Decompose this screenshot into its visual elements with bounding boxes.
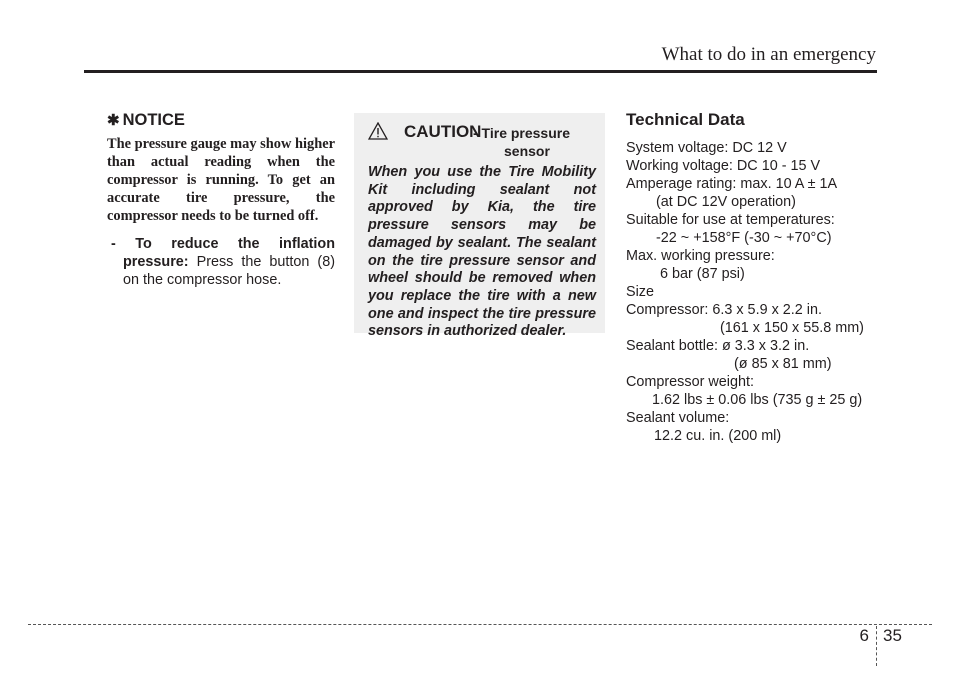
spec-line: 6 bar (87 psi) [660, 266, 745, 282]
notice-heading [107, 110, 335, 131]
header-title: What to do in an emergency [661, 44, 876, 65]
spec-line: Compressor weight: [626, 374, 754, 390]
spec-line: Amperage rating: max. 10 A ± 1A [626, 176, 838, 192]
notice-title: NOTICE [122, 111, 185, 129]
notice-body: The pressure gauge may show higher than actual reading when the compressor is running. To get an accurate tire pressure, the compressor needs to be turned off. [107, 136, 335, 224]
spec-line: (ø 85 x 81 mm) [734, 356, 832, 372]
notice-star-icon: ✱ [107, 112, 120, 129]
page-number-divider [876, 626, 877, 666]
spec-line: Working voltage: DC 10 - 15 V [626, 158, 821, 174]
caution-subtitle-line1: - Tire pressure [473, 125, 571, 141]
chapter-number: 6 [859, 626, 869, 645]
footer-rule [28, 624, 932, 625]
spec-line: 12.2 cu. in. (200 ml) [654, 428, 782, 444]
warning-triangle-icon [368, 122, 388, 140]
spec-line: Sealant bottle: ø 3.3 x 3.2 in. [626, 338, 810, 354]
caution-subtitle-line2: sensor [504, 143, 550, 159]
spec-line: Max. working pressure: [626, 248, 775, 264]
caution-text: When you use the Tire Mobility Kit including sealant not approved by Kia, the tire pressure sensors may be damaged by sealant. The sealant on the tire pressure sensor and wheel should be removed when you replace the tire with a new one and inspect the tire pressure sensors in authorized dealer. [368, 164, 596, 340]
spec-line: (at DC 12V operation) [656, 194, 796, 210]
spec-line: -22 ~ +158°F (-30 ~ +70°C) [656, 230, 832, 246]
caution-label: CAUTION [404, 122, 482, 141]
spec-line: Suitable for use at temperatures: [626, 212, 835, 228]
spec-line: Size [626, 284, 654, 300]
spec-line: (161 x 150 x 55.8 mm) [720, 320, 864, 336]
page-number: 35 [883, 626, 902, 645]
bullet-label: - To reduce the inflation pressure: [111, 236, 335, 270]
spec-line: Sealant volume: [626, 410, 730, 426]
technical-data-section [626, 110, 886, 445]
caution-box [354, 113, 605, 340]
notice-section [107, 110, 335, 289]
spec-line: Compressor: 6.3 x 5.9 x 2.2 in. [626, 302, 822, 318]
technical-data-title: Technical Data [626, 110, 745, 129]
header-rule [84, 70, 877, 73]
bullet-text: Press the button (8) on the compressor hose. [123, 254, 335, 288]
notice-bullet [107, 235, 335, 289]
spec-line: 1.62 lbs ± 0.06 lbs (735 g ± 25 g) [652, 392, 863, 408]
spec-list [626, 139, 886, 445]
spec-line: System voltage: DC 12 V [626, 140, 787, 156]
